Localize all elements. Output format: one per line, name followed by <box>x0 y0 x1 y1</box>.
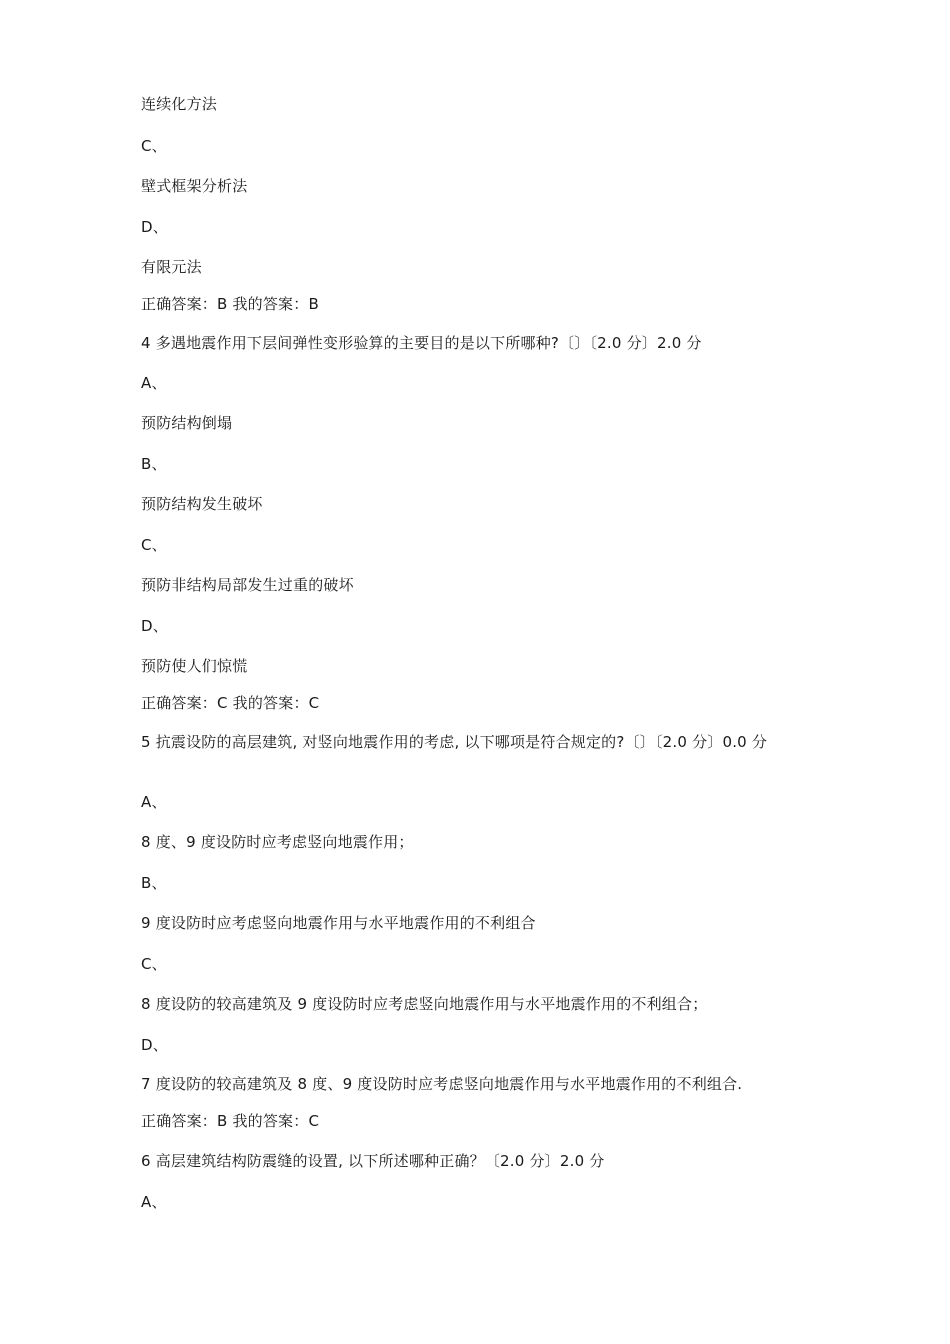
option-label: A、 <box>141 793 167 811</box>
option-text: 预防结构倒塌 <box>141 414 233 432</box>
option-label: D、 <box>141 1036 168 1054</box>
option-label: D、 <box>141 617 168 635</box>
option-text: 9 度设防时应考虑竖向地震作用与水平地震作用的不利组合 <box>141 914 536 932</box>
option-label: C、 <box>141 536 167 554</box>
option-text: 预防使人们惊慌 <box>141 657 248 675</box>
question-5: 5 抗震设防的高层建筑, 对竖向地震作用的考虑, 以下哪项是符合规定的?〔〕〔2.0 分〕0.0 分 <box>141 733 768 751</box>
option-label: A、 <box>141 1193 167 1211</box>
answer-line: 正确答案：B 我的答案：C <box>141 1112 320 1130</box>
option-label: B、 <box>141 455 167 473</box>
option-text: 有限元法 <box>141 258 202 276</box>
option-text: 7 度设防的较高建筑及 8 度、9 度设防时应考虑竖向地震作用与水平地震作用的不利组合. <box>141 1075 743 1093</box>
option-label: C、 <box>141 137 167 155</box>
answer-line: 正确答案：B 我的答案：B <box>141 295 319 313</box>
option-label: A、 <box>141 374 167 392</box>
option-label: B、 <box>141 874 167 892</box>
option-label: C、 <box>141 955 167 973</box>
option-text: 预防结构发生破坏 <box>141 495 263 513</box>
question-4: 4 多遇地震作用下层间弹性变形验算的主要目的是以下所哪种?〔〕〔2.0 分〕2.0 分 <box>141 334 702 352</box>
answer-line: 正确答案：C 我的答案：C <box>141 694 320 712</box>
option-label: D、 <box>141 218 168 236</box>
option-text: 预防非结构局部发生过重的破坏 <box>141 576 354 594</box>
question-6: 6 高层建筑结构防震缝的设置, 以下所述哪种正确？〔2.0 分〕2.0 分 <box>141 1152 605 1170</box>
option-text: 连续化方法 <box>141 95 218 113</box>
option-text: 8 度、9 度设防时应考虑竖向地震作用； <box>141 833 414 851</box>
option-text: 壁式框架分析法 <box>141 177 248 195</box>
option-text: 8 度设防的较高建筑及 9 度设防时应考虑竖向地震作用与水平地震作用的不利组合； <box>141 995 708 1013</box>
